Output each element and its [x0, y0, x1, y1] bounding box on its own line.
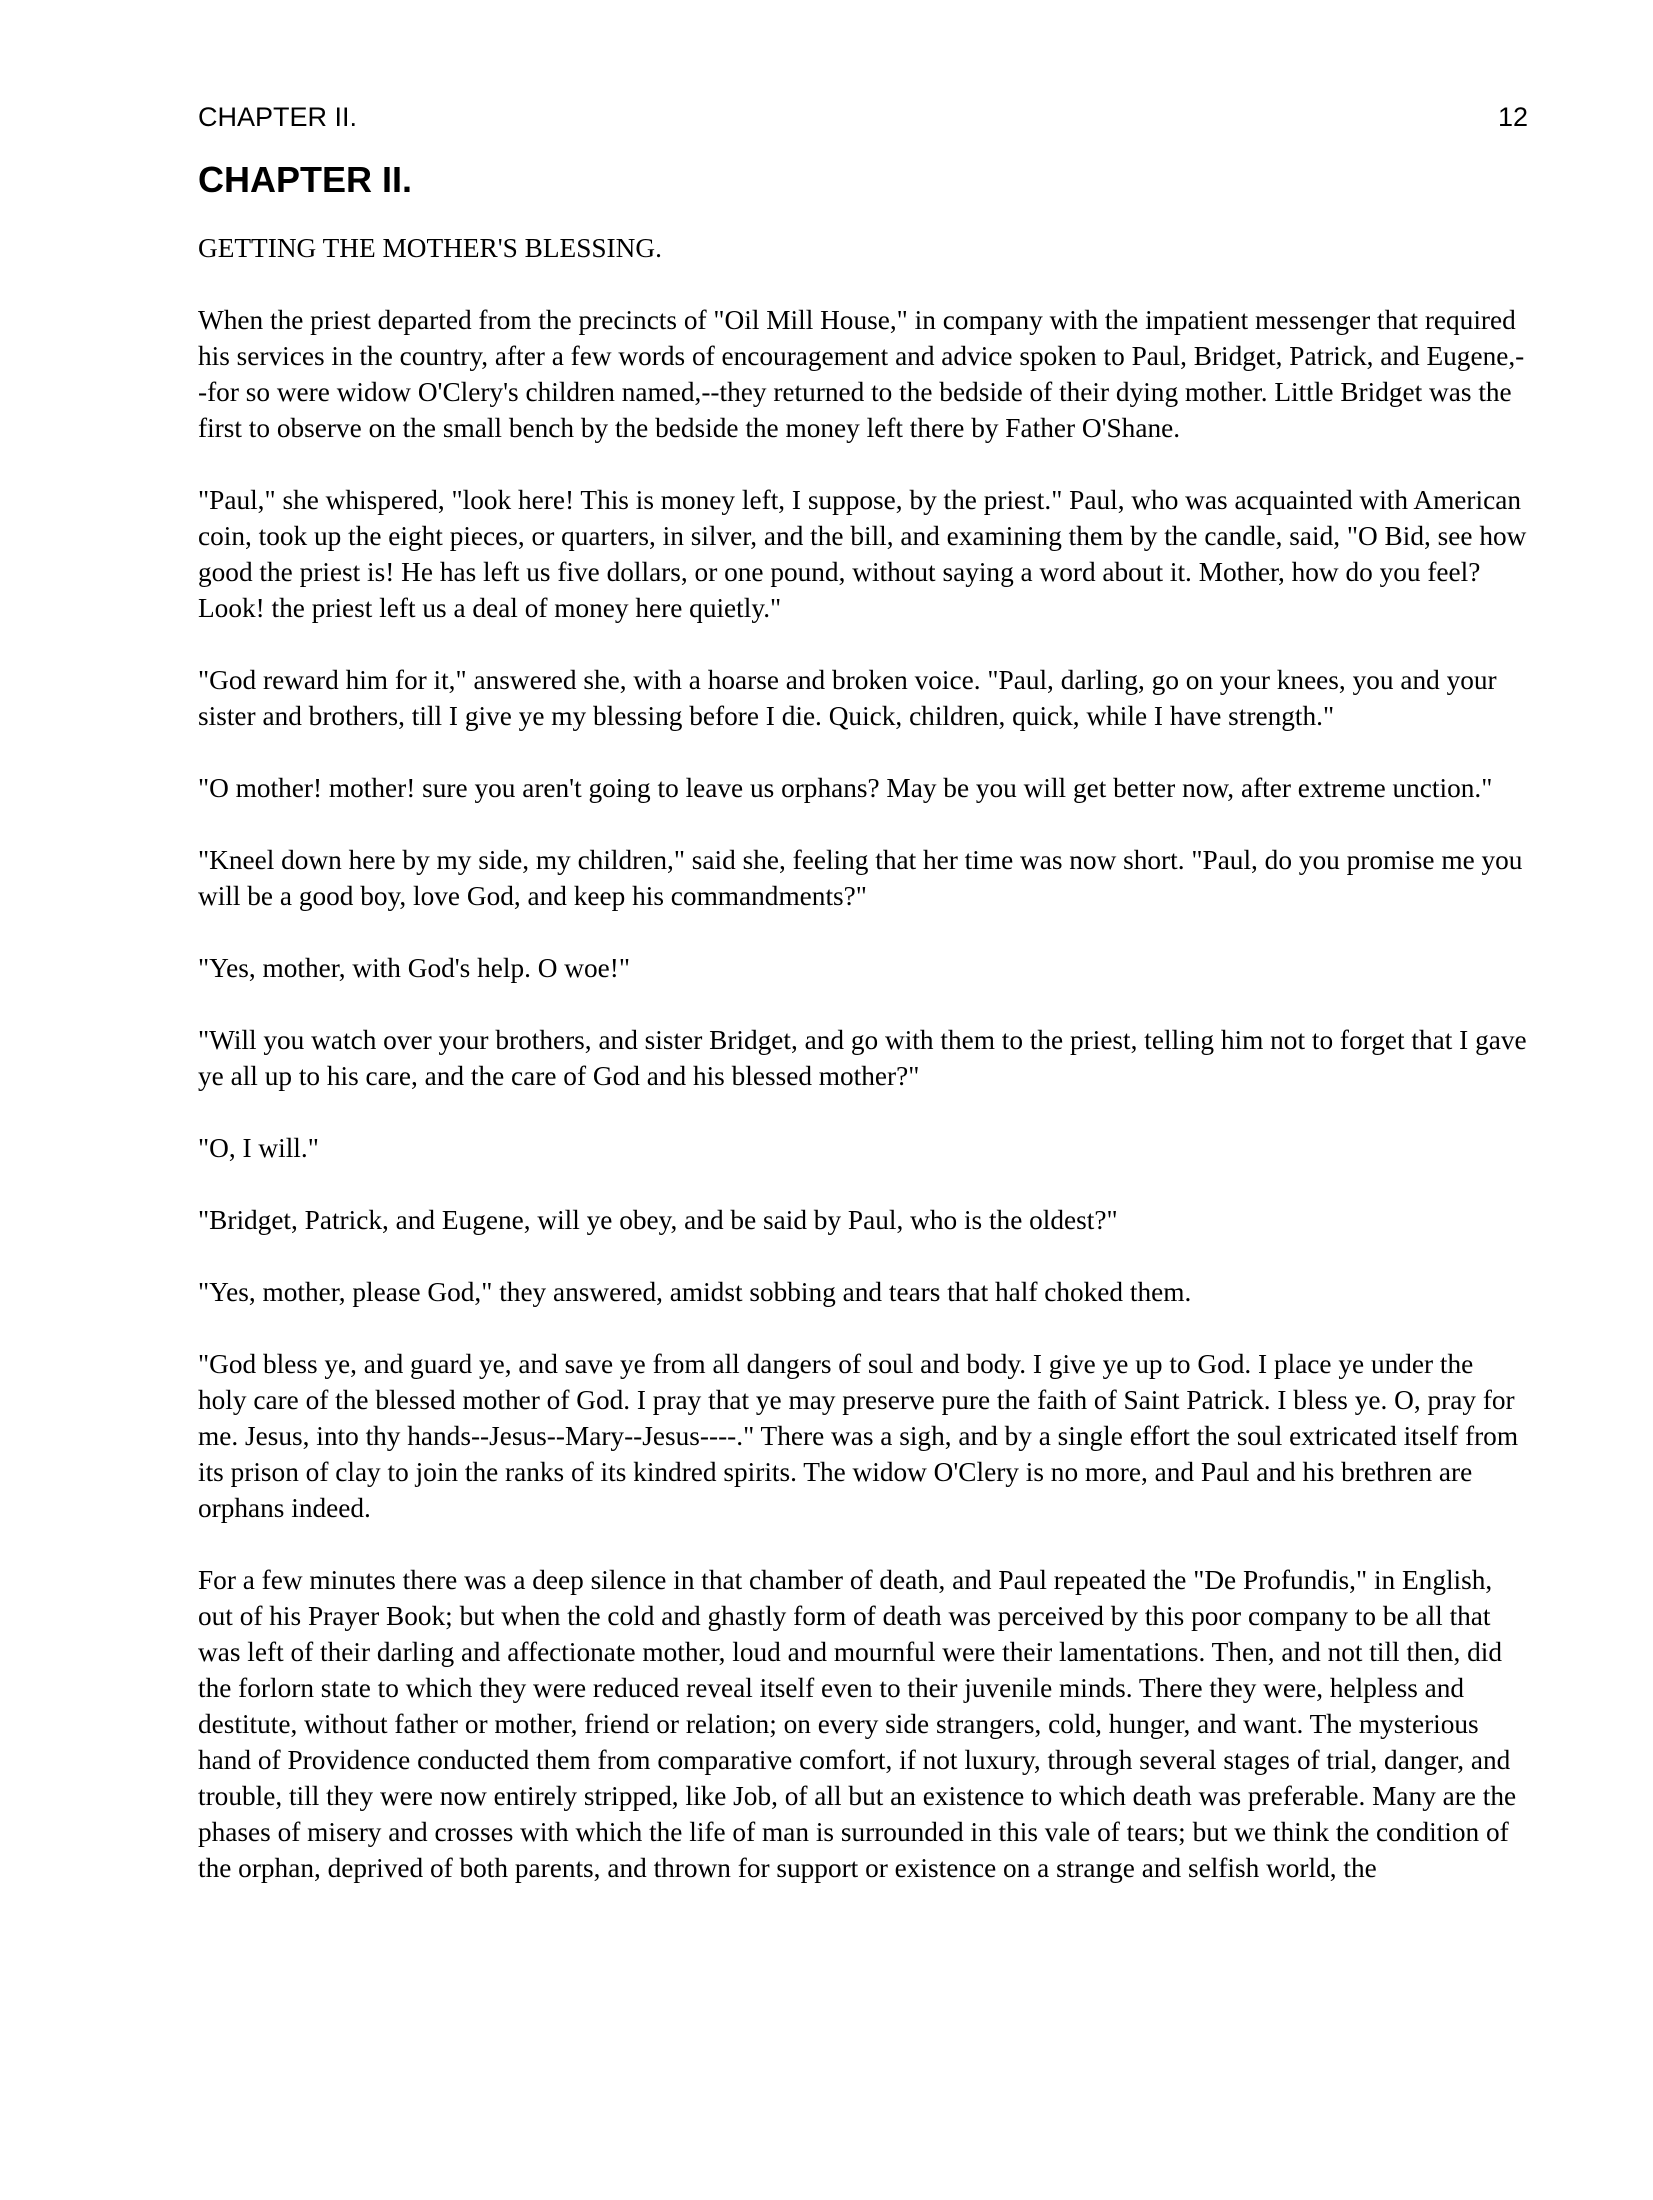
- running-title: CHAPTER II.: [198, 102, 358, 132]
- section-subtitle: GETTING THE MOTHER'S BLESSING.: [198, 233, 662, 263]
- paragraph: "Paul," she whispered, "look here! This is money left, I suppose, by the priest." Paul, who was acquainted with American coin, took up the eight pieces, or quarters, in silver, and the bill, and examining them by the candle, said, "O Bid, see how good the priest is! He has left us five dollars, or one pound, without saying a word about it. Mother, how do you feel? Look! the priest left us a deal of money here quietly.": [198, 485, 1527, 623]
- paragraph: "Bridget, Patrick, and Eugene, will ye obey, and be said by Paul, who is the oldest?": [198, 1205, 1118, 1235]
- running-header: [198, 100, 1528, 134]
- paragraph: "Will you watch over your brothers, and sister Bridget, and go with them to the priest, telling him not to forget that I gave ye all up to his care, and the care of God and his blessed mother?": [198, 1025, 1527, 1091]
- chapter-title: CHAPTER II.: [198, 159, 413, 200]
- paragraph: "O mother! mother! sure you aren't going to leave us orphans? May be you will get better now, after extreme unction.": [198, 773, 1493, 803]
- paragraph: For a few minutes there was a deep silence in that chamber of death, and Paul repeated the "De Profundis," in English, out of his Prayer Book; but when the cold and ghastly form of death was perceived by this poor company to be all that was left of their darling and affectionate mother, loud and mournful were their lamentations. Then, and not till then, did the forlorn state to which they were reduced reveal itself even to their juvenile minds. There they were, helpless and destitute, without father or mother, friend or relation; on every side strangers, cold, hunger, and want. The mysterious hand of Providence conducted them from comparative comfort, if not luxury, through several stages of trial, danger, and trouble, till they were now entirely stripped, like Job, of all but an existence to which death was preferable. Many are the phases of misery and crosses with which the life of man is surrounded in this vale of tears; but we think the condition of the orphan, deprived of both parents, and thrown for support or existence on a strange and selfish world, the: [198, 1565, 1517, 1883]
- paragraph: "Kneel down here by my side, my children," said she, feeling that her time was now short. "Paul, do you promise me you will be a good boy, love God, and keep his commandments?": [198, 845, 1523, 911]
- paragraph: "Yes, mother, with God's help. O woe!": [198, 953, 631, 983]
- document-page: [198, 100, 1528, 1886]
- paragraph: "O, I will.": [198, 1133, 319, 1163]
- paragraph: When the priest departed from the precincts of "Oil Mill House," in company with the impatient messenger that required his services in the country, after a few words of encouragement and advice spoken to Paul, Bridget, Patrick, and Eugene,--for so were widow O'Clery's children named,--they returned to the bedside of their dying mother. Little Bridget was the first to observe on the small bench by the bedside the money left there by Father O'Shane.: [198, 305, 1525, 443]
- paragraph: "God reward him for it," answered she, with a hoarse and broken voice. "Paul, darling, go on your knees, you and your sister and brothers, till I give ye my blessing before I die. Quick, children, quick, while I have strength.": [198, 665, 1497, 731]
- page-number: 12: [1497, 102, 1528, 132]
- paragraph: "Yes, mother, please God," they answered, amidst sobbing and tears that half choked them.: [198, 1277, 1192, 1307]
- paragraph: "God bless ye, and guard ye, and save ye from all dangers of soul and body. I give ye up to God. I place ye under the holy care of the blessed mother of God. I pray that ye may preserve pure the faith of Saint Patrick. I bless ye. O, pray for me. Jesus, into thy hands--Jesus--Mary--Jesus----." There was a sigh, and by a single effort the soul extricated itself from its prison of clay to join the ranks of its kindred spirits. The widow O'Clery is no more, and Paul and his brethren are orphans indeed.: [198, 1349, 1519, 1523]
- body-text: [198, 230, 1528, 1886]
